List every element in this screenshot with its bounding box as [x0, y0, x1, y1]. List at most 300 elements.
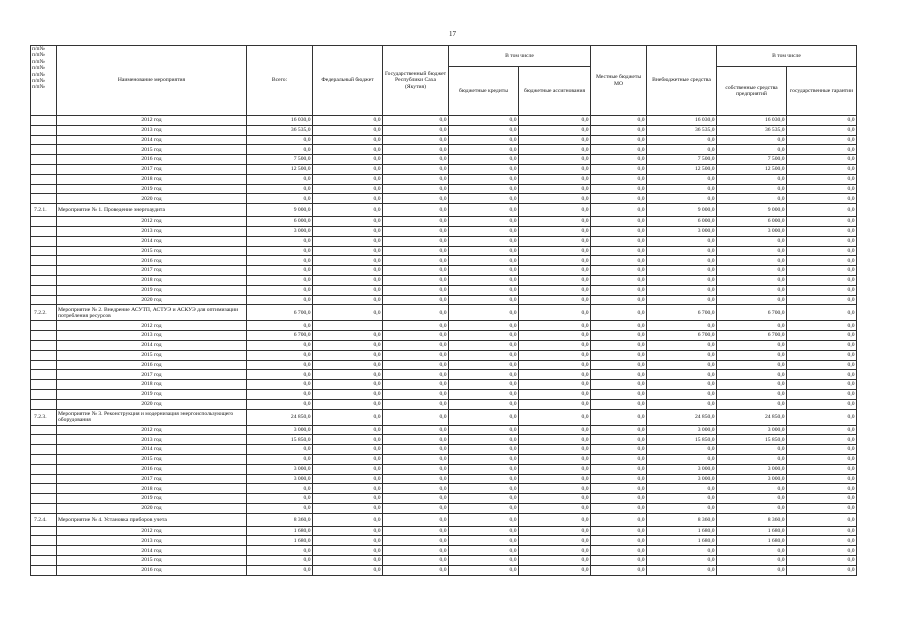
value-cell: 0,0 — [519, 380, 591, 390]
value-cell: 6 700,0 — [247, 305, 313, 321]
year-row — [31, 464, 857, 474]
year-row — [31, 184, 857, 194]
measure-name: Мероприятие № 4. Установка приборов учета — [57, 513, 247, 526]
year-label: 2017 год — [57, 370, 247, 380]
value-cell: 0,0 — [591, 125, 647, 135]
value-cell: 0,0 — [591, 340, 647, 350]
value-cell: 0,0 — [519, 217, 591, 227]
value-cell: 0,0 — [787, 184, 857, 194]
value-cell: 0,0 — [383, 380, 449, 390]
value-cell: 0,0 — [787, 174, 857, 184]
value-cell: 0,0 — [787, 409, 857, 425]
value-cell: 0,0 — [519, 256, 591, 266]
value-cell: 0,0 — [449, 380, 519, 390]
value-cell: 0,0 — [247, 340, 313, 350]
year-label: 2016 год — [57, 360, 247, 370]
value-cell: 0,0 — [247, 360, 313, 370]
year-row — [31, 256, 857, 266]
value-cell: 0,0 — [313, 236, 383, 246]
value-cell: 0,0 — [247, 321, 313, 331]
year-row — [31, 370, 857, 380]
value-cell: 0,0 — [449, 494, 519, 504]
value-cell: 0,0 — [647, 360, 717, 370]
row-code — [31, 116, 57, 126]
row-code: 7.2.3. — [31, 409, 57, 425]
value-cell: 0,0 — [313, 145, 383, 155]
value-cell: 8 360,0 — [647, 513, 717, 526]
value-cell: 0,0 — [647, 454, 717, 464]
value-cell: 15 850,0 — [247, 435, 313, 445]
value-cell: 0,0 — [247, 350, 313, 360]
value-cell: 0,0 — [591, 556, 647, 566]
value-cell: 0,0 — [247, 494, 313, 504]
value-cell: 0,0 — [717, 285, 787, 295]
value-cell: 0,0 — [383, 350, 449, 360]
page-number: 17 — [449, 30, 456, 38]
value-cell: 0,0 — [449, 164, 519, 174]
value-cell: 0,0 — [787, 484, 857, 494]
value-cell: 0,0 — [449, 526, 519, 536]
value-cell: 0,0 — [313, 399, 383, 409]
year-label: 2015 год — [57, 556, 247, 566]
value-cell: 0,0 — [313, 331, 383, 341]
value-cell: 0,0 — [787, 526, 857, 536]
value-cell: 0,0 — [383, 370, 449, 380]
value-cell: 0,0 — [717, 484, 787, 494]
value-cell: 3 000,0 — [647, 226, 717, 236]
value-cell: 0,0 — [591, 380, 647, 390]
value-cell: 1 680,0 — [647, 536, 717, 546]
value-cell: 0,0 — [449, 435, 519, 445]
year-label: 2020 год — [57, 194, 247, 204]
value-cell: 0,0 — [591, 435, 647, 445]
value-cell: 1 680,0 — [647, 526, 717, 536]
value-cell: 6 700,0 — [647, 331, 717, 341]
value-cell: 0,0 — [717, 295, 787, 305]
value-cell: 0,0 — [647, 135, 717, 145]
year-label: 2013 год — [57, 536, 247, 546]
value-cell: 0,0 — [717, 340, 787, 350]
value-cell: 0,0 — [449, 370, 519, 380]
value-cell: 3 000,0 — [247, 464, 313, 474]
value-cell: 0,0 — [647, 340, 717, 350]
value-cell: 0,0 — [787, 256, 857, 266]
value-cell: 0,0 — [313, 194, 383, 204]
value-cell: 0,0 — [591, 135, 647, 145]
value-cell: 0,0 — [591, 236, 647, 246]
value-cell: 0,0 — [647, 266, 717, 276]
value-cell: 0,0 — [313, 256, 383, 266]
value-cell: 0,0 — [519, 409, 591, 425]
value-cell: 0,0 — [383, 464, 449, 474]
row-code — [31, 435, 57, 445]
value-cell: 0,0 — [519, 164, 591, 174]
value-cell: 0,0 — [591, 226, 647, 236]
row-code — [31, 399, 57, 409]
value-cell: 0,0 — [313, 389, 383, 399]
value-cell: 0,0 — [519, 350, 591, 360]
value-cell: 0,0 — [519, 435, 591, 445]
value-cell: 6 700,0 — [717, 305, 787, 321]
year-row — [31, 389, 857, 399]
value-cell: 0,0 — [247, 246, 313, 256]
value-cell: 0,0 — [519, 226, 591, 236]
value-cell: 0,0 — [313, 435, 383, 445]
value-cell: 0,0 — [383, 503, 449, 513]
year-row — [31, 226, 857, 236]
year-row — [31, 295, 857, 305]
row-code — [31, 331, 57, 341]
value-cell: 0,0 — [313, 285, 383, 295]
value-cell: 0,0 — [383, 565, 449, 575]
value-cell: 0,0 — [383, 285, 449, 295]
value-cell: 6 700,0 — [647, 305, 717, 321]
value-cell: 0,0 — [313, 164, 383, 174]
value-cell: 12 500,0 — [647, 164, 717, 174]
value-cell: 0,0 — [383, 275, 449, 285]
year-row — [31, 503, 857, 513]
row-code — [31, 164, 57, 174]
value-cell: 7 500,0 — [717, 155, 787, 165]
value-cell: 8 360,0 — [717, 513, 787, 526]
row-code — [31, 389, 57, 399]
value-cell: 24 850,0 — [717, 409, 787, 425]
value-cell: 12 500,0 — [247, 164, 313, 174]
value-cell: 0,0 — [313, 350, 383, 360]
value-cell: 0,0 — [383, 145, 449, 155]
value-cell: 0,0 — [449, 145, 519, 155]
value-cell: 16 030,0 — [717, 116, 787, 126]
value-cell: 0,0 — [717, 360, 787, 370]
value-cell: 0,0 — [449, 565, 519, 575]
value-cell: 3 000,0 — [647, 464, 717, 474]
row-code — [31, 135, 57, 145]
value-cell: 0,0 — [647, 295, 717, 305]
value-cell: 0,0 — [591, 536, 647, 546]
value-cell: 0,0 — [591, 275, 647, 285]
value-cell: 0,0 — [787, 155, 857, 165]
value-cell: 0,0 — [591, 256, 647, 266]
row-code — [31, 266, 57, 276]
value-cell: 0,0 — [383, 116, 449, 126]
year-row — [31, 454, 857, 464]
value-cell: 0,0 — [313, 360, 383, 370]
value-cell: 0,0 — [313, 217, 383, 227]
year-label: 2012 год — [57, 526, 247, 536]
year-row — [31, 321, 857, 331]
year-label: 2013 год — [57, 226, 247, 236]
value-cell: 0,0 — [787, 435, 857, 445]
value-cell: 0,0 — [519, 513, 591, 526]
value-cell: 0,0 — [449, 285, 519, 295]
value-cell: 0,0 — [383, 184, 449, 194]
value-cell: 0,0 — [519, 425, 591, 435]
value-cell: 0,0 — [787, 217, 857, 227]
value-cell: 0,0 — [647, 350, 717, 360]
value-cell: 0,0 — [313, 513, 383, 526]
value-cell: 0,0 — [519, 445, 591, 455]
value-cell: 0,0 — [519, 135, 591, 145]
credits-header: бюджетные кредиты — [449, 67, 519, 116]
value-cell: 0,0 — [717, 350, 787, 360]
value-cell: 0,0 — [449, 321, 519, 331]
value-cell: 0,0 — [787, 360, 857, 370]
value-cell: 0,0 — [591, 164, 647, 174]
value-cell: 0,0 — [449, 174, 519, 184]
value-cell: 0,0 — [313, 503, 383, 513]
value-cell: 3 000,0 — [717, 226, 787, 236]
row-code — [31, 536, 57, 546]
row-code — [31, 350, 57, 360]
value-cell: 8 360,0 — [247, 513, 313, 526]
value-cell: 0,0 — [787, 266, 857, 276]
value-cell: 0,0 — [591, 204, 647, 217]
value-cell: 0,0 — [449, 454, 519, 464]
value-cell: 0,0 — [449, 474, 519, 484]
value-cell: 0,0 — [519, 370, 591, 380]
value-cell: 0,0 — [313, 125, 383, 135]
value-cell: 0,0 — [519, 194, 591, 204]
value-cell: 1 680,0 — [247, 526, 313, 536]
value-cell: 7 500,0 — [247, 155, 313, 165]
year-label: 2015 год — [57, 454, 247, 464]
value-cell: 0,0 — [313, 174, 383, 184]
value-cell: 0,0 — [247, 445, 313, 455]
value-cell: 0,0 — [519, 125, 591, 135]
value-cell: 0,0 — [247, 266, 313, 276]
value-cell: 0,0 — [313, 546, 383, 556]
value-cell: 0,0 — [383, 256, 449, 266]
year-label: 2015 год — [57, 246, 247, 256]
value-cell: 0,0 — [787, 116, 857, 126]
value-cell: 0,0 — [247, 135, 313, 145]
value-cell: 3 000,0 — [717, 464, 787, 474]
value-cell: 0,0 — [383, 474, 449, 484]
year-label: 2018 год — [57, 484, 247, 494]
row-code — [31, 464, 57, 474]
value-cell: 7 500,0 — [647, 155, 717, 165]
year-row — [31, 474, 857, 484]
value-cell: 0,0 — [519, 116, 591, 126]
value-cell: 0,0 — [519, 565, 591, 575]
value-cell: 0,0 — [519, 389, 591, 399]
year-label: 2019 год — [57, 285, 247, 295]
value-cell: 0,0 — [449, 350, 519, 360]
value-cell: 0,0 — [519, 454, 591, 464]
row-code: 7.2.4. — [31, 513, 57, 526]
value-cell: 0,0 — [383, 295, 449, 305]
year-label: 2012 год — [57, 321, 247, 331]
measure-name: Мероприятие № 1. Проведение энергоаудита — [57, 204, 247, 217]
value-cell: 0,0 — [519, 536, 591, 546]
row-code — [31, 565, 57, 575]
value-cell: 0,0 — [383, 435, 449, 445]
value-cell: 0,0 — [383, 399, 449, 409]
value-cell: 0,0 — [449, 445, 519, 455]
value-cell: 3 000,0 — [717, 425, 787, 435]
year-row — [31, 546, 857, 556]
value-cell: 0,0 — [313, 340, 383, 350]
row-code — [31, 546, 57, 556]
value-cell: 0,0 — [313, 295, 383, 305]
value-cell: 0,0 — [519, 204, 591, 217]
value-cell: 6 700,0 — [717, 331, 787, 341]
value-cell: 0,0 — [787, 194, 857, 204]
value-cell: 36 535,0 — [247, 125, 313, 135]
value-cell: 0,0 — [787, 425, 857, 435]
year-row — [31, 536, 857, 546]
value-cell: 0,0 — [449, 389, 519, 399]
row-code — [31, 556, 57, 566]
year-row — [31, 556, 857, 566]
value-cell: 0,0 — [787, 565, 857, 575]
value-cell: 0,0 — [449, 184, 519, 194]
row-code — [31, 184, 57, 194]
value-cell: 0,0 — [591, 350, 647, 360]
value-cell: 0,0 — [591, 464, 647, 474]
value-cell: 0,0 — [449, 536, 519, 546]
year-row — [31, 217, 857, 227]
value-cell: 0,0 — [449, 116, 519, 126]
value-cell: 0,0 — [787, 204, 857, 217]
year-row — [31, 360, 857, 370]
assign-header: бюджетные ассигнования — [519, 67, 591, 116]
guarantees-header: государственные гарантии — [787, 67, 857, 116]
value-cell: 0,0 — [247, 546, 313, 556]
value-cell: 0,0 — [717, 494, 787, 504]
year-row — [31, 285, 857, 295]
value-cell: 0,0 — [591, 305, 647, 321]
row-code — [31, 275, 57, 285]
value-cell: 0,0 — [717, 503, 787, 513]
value-cell: 0,0 — [591, 184, 647, 194]
value-cell: 16 030,0 — [247, 116, 313, 126]
year-label: 2014 год — [57, 236, 247, 246]
row-code — [31, 194, 57, 204]
nn-line: п/п№ — [32, 78, 45, 85]
row-code — [31, 155, 57, 165]
value-cell: 0,0 — [313, 226, 383, 236]
row-code — [31, 125, 57, 135]
year-row — [31, 164, 857, 174]
value-cell: 0,0 — [383, 236, 449, 246]
value-cell: 0,0 — [647, 494, 717, 504]
value-cell: 0,0 — [247, 194, 313, 204]
value-cell: 0,0 — [449, 305, 519, 321]
row-code — [31, 454, 57, 464]
value-cell: 0,0 — [591, 145, 647, 155]
value-cell: 0,0 — [717, 370, 787, 380]
year-label: 2016 год — [57, 565, 247, 575]
year-label: 2015 год — [57, 145, 247, 155]
value-cell: 0,0 — [591, 217, 647, 227]
row-code — [31, 217, 57, 227]
value-cell: 0,0 — [647, 236, 717, 246]
value-cell: 0,0 — [787, 513, 857, 526]
value-cell: 0,0 — [313, 556, 383, 566]
nn-line: п/п№ — [32, 46, 45, 52]
value-cell: 0,0 — [449, 484, 519, 494]
value-cell: 0,0 — [449, 217, 519, 227]
value-cell: 3 000,0 — [647, 425, 717, 435]
value-cell: 24 850,0 — [247, 409, 313, 425]
year-label: 2018 год — [57, 380, 247, 390]
row-code — [31, 174, 57, 184]
value-cell: 0,0 — [591, 503, 647, 513]
year-row — [31, 526, 857, 536]
extra-header: Внебюджетные средства — [647, 46, 717, 116]
year-row — [31, 246, 857, 256]
value-cell: 0,0 — [383, 389, 449, 399]
year-row — [31, 194, 857, 204]
value-cell: 0,0 — [383, 331, 449, 341]
year-row — [31, 435, 857, 445]
value-cell: 0,0 — [717, 266, 787, 276]
value-cell: 0,0 — [383, 556, 449, 566]
value-cell: 0,0 — [647, 445, 717, 455]
value-cell: 0,0 — [383, 484, 449, 494]
value-cell: 3 000,0 — [247, 474, 313, 484]
value-cell: 0,0 — [449, 236, 519, 246]
year-label: 2013 год — [57, 125, 247, 135]
value-cell: 0,0 — [383, 194, 449, 204]
value-cell: 0,0 — [717, 135, 787, 145]
including-header-1: В том числе — [449, 46, 591, 67]
row-code — [31, 370, 57, 380]
nn-line: п/п№ — [32, 84, 45, 91]
value-cell: 1 680,0 — [717, 526, 787, 536]
value-cell: 0,0 — [247, 565, 313, 575]
value-cell: 12 500,0 — [717, 164, 787, 174]
value-cell: 0,0 — [383, 360, 449, 370]
value-cell: 0,0 — [647, 370, 717, 380]
value-cell: 0,0 — [647, 184, 717, 194]
value-cell: 0,0 — [647, 256, 717, 266]
value-cell: 0,0 — [519, 321, 591, 331]
value-cell: 0,0 — [787, 389, 857, 399]
value-cell: 0,0 — [247, 389, 313, 399]
value-cell: 0,0 — [449, 155, 519, 165]
value-cell: 0,0 — [647, 399, 717, 409]
measure-name: Мероприятие № 2. Внедрение АСУТП, АСТУЭ и АСКУЭ для оптимизации потребления ресурсов — [57, 305, 247, 321]
value-cell: 0,0 — [449, 556, 519, 566]
value-cell: 0,0 — [247, 236, 313, 246]
measure-name: Мероприятие № 3. Реконструкция и модернизация энергоиспользующего оборудования — [57, 409, 247, 425]
value-cell: 0,0 — [647, 503, 717, 513]
value-cell: 6 000,0 — [717, 217, 787, 227]
value-cell: 0,0 — [717, 380, 787, 390]
value-cell: 0,0 — [313, 135, 383, 145]
year-label: 2018 год — [57, 174, 247, 184]
year-label: 2012 год — [57, 425, 247, 435]
row-code — [31, 380, 57, 390]
federal-header: Федеральный бюджет — [313, 46, 383, 116]
value-cell: 0,0 — [449, 194, 519, 204]
name-header: Наименование мероприятия — [57, 46, 247, 116]
year-label: 2016 год — [57, 464, 247, 474]
value-cell: 0,0 — [383, 305, 449, 321]
value-cell: 0,0 — [383, 526, 449, 536]
year-label: 2018 год — [57, 275, 247, 285]
value-cell: 9 000,0 — [647, 204, 717, 217]
value-cell: 0,0 — [313, 536, 383, 546]
year-label: 2012 год — [57, 217, 247, 227]
value-cell: 0,0 — [519, 360, 591, 370]
value-cell: 0,0 — [647, 321, 717, 331]
value-cell: 0,0 — [313, 409, 383, 425]
nn-line: п/п№ — [32, 65, 45, 72]
value-cell: 0,0 — [383, 340, 449, 350]
